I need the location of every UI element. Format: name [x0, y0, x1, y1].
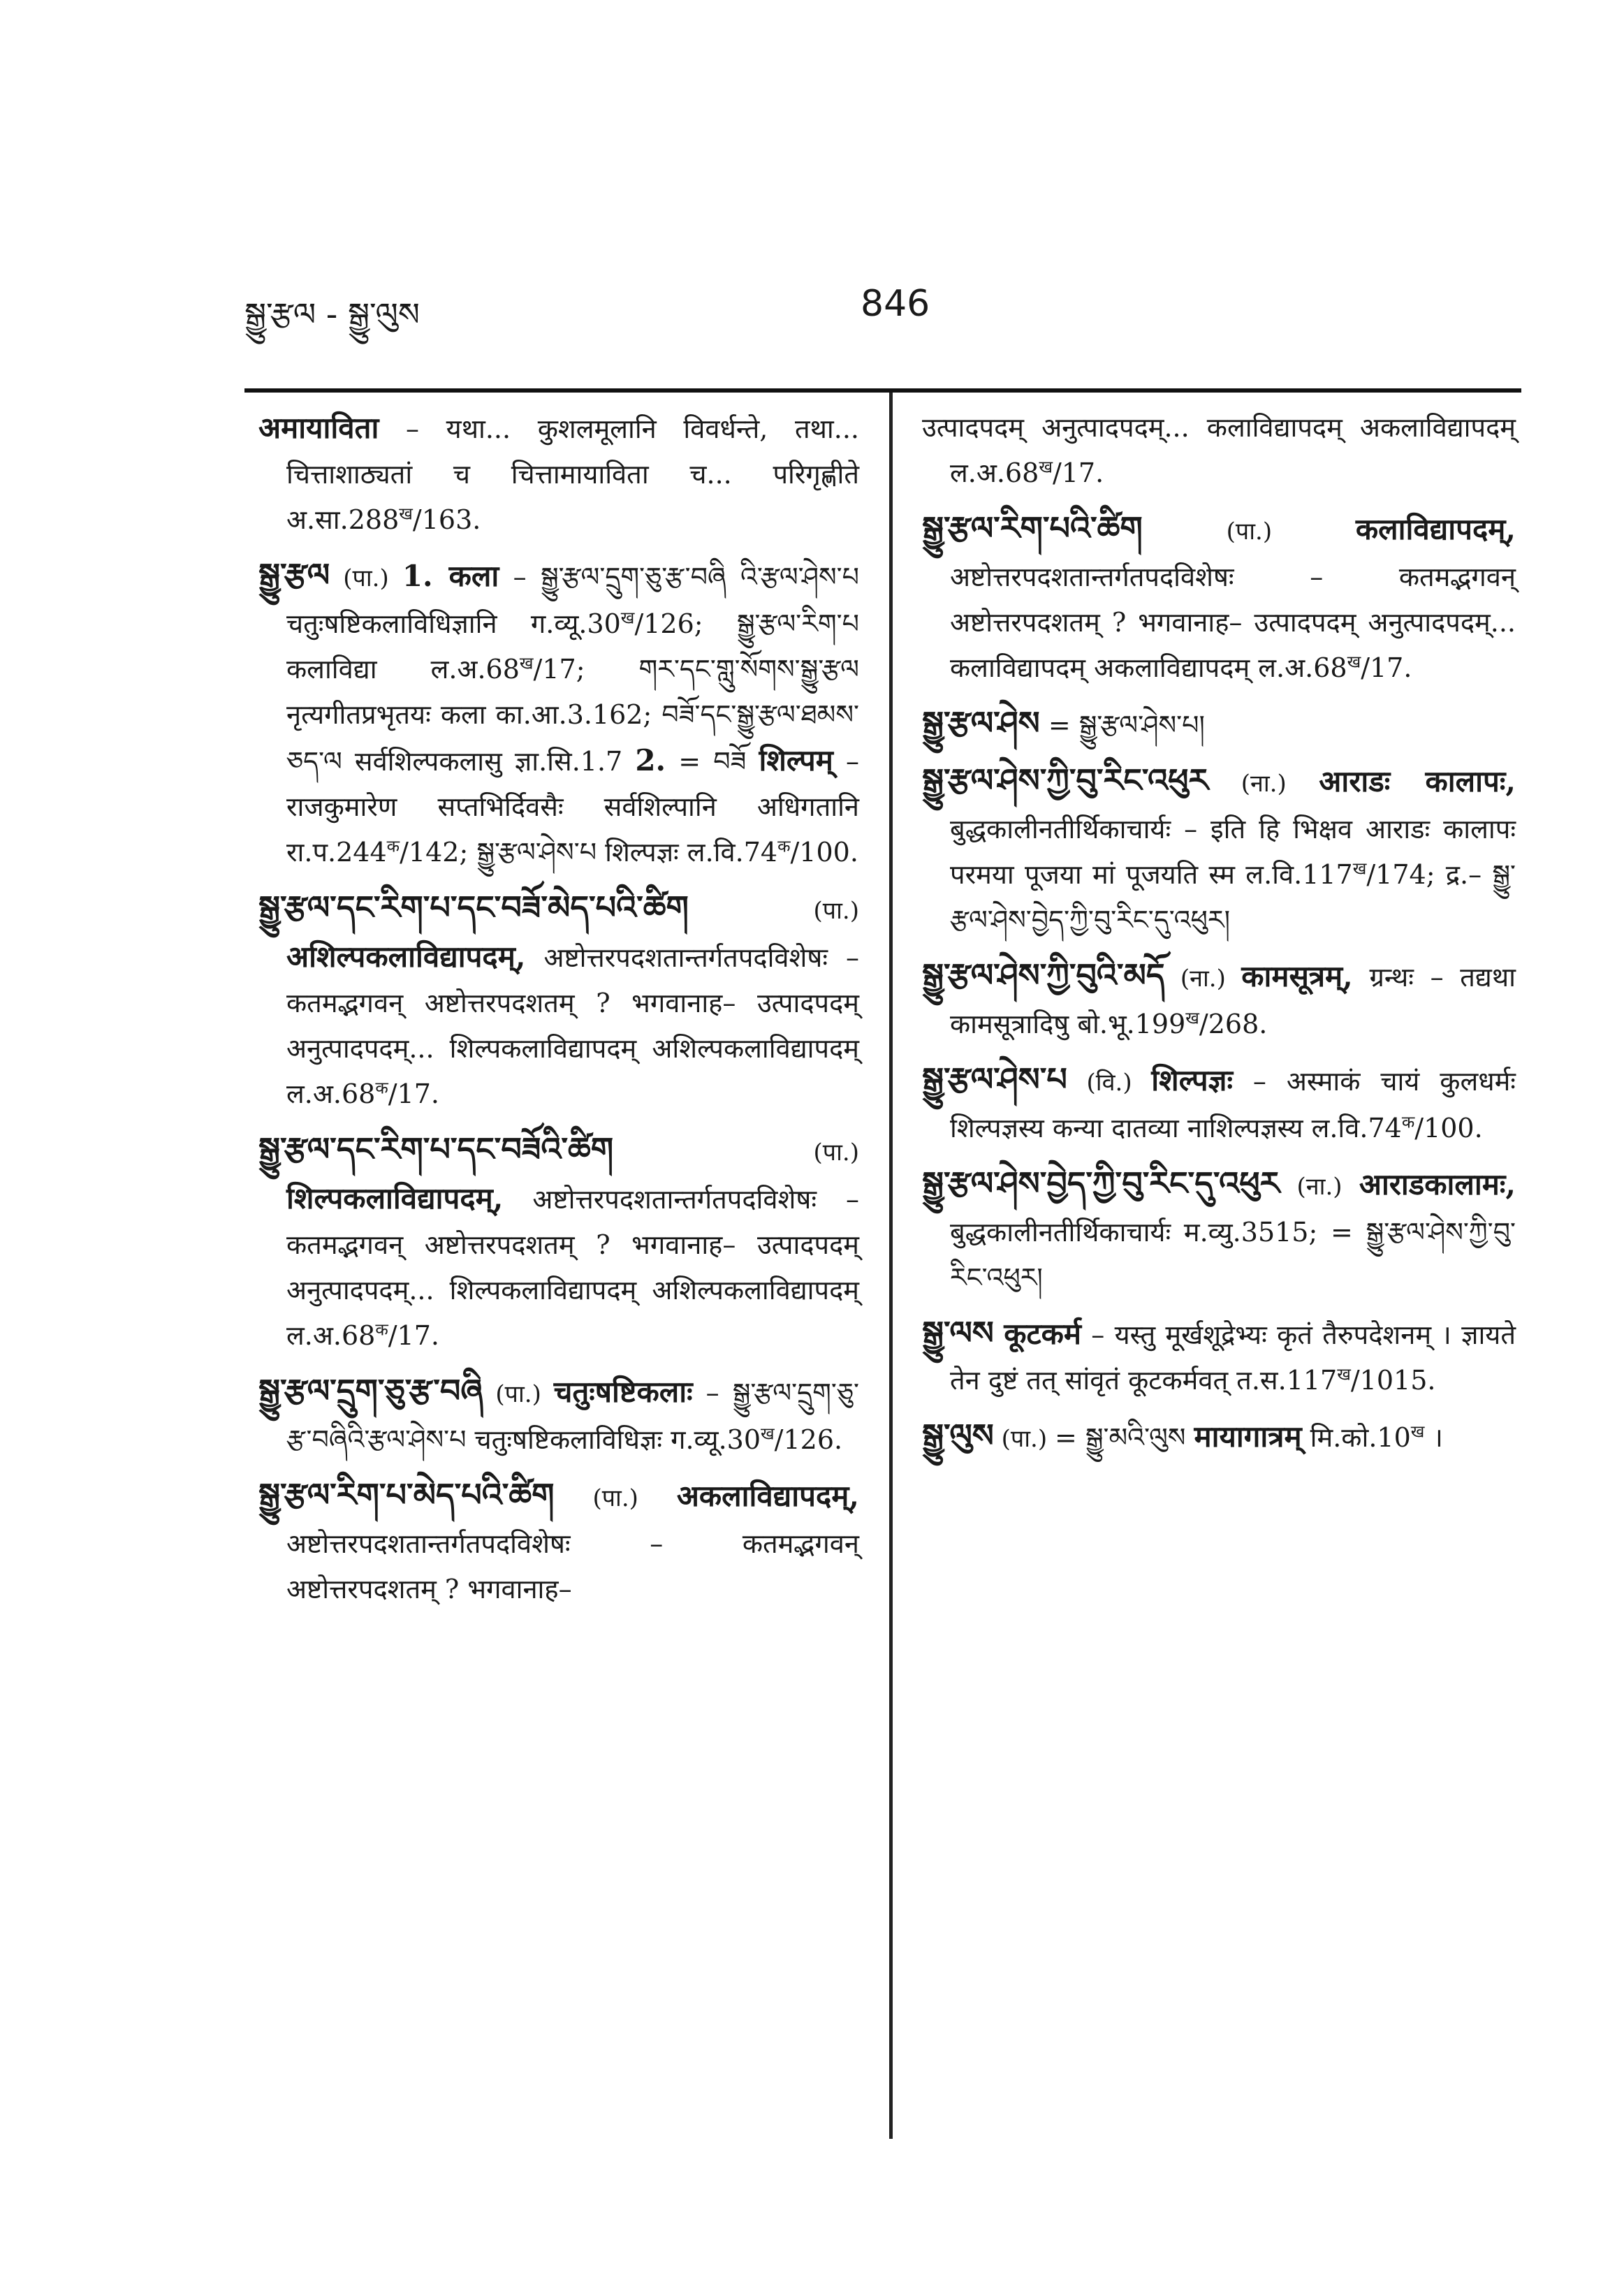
entry-text: 1. कला — [402, 559, 499, 593]
entry-text: ख — [1337, 1364, 1351, 1384]
entry-text: /1015. — [1350, 1365, 1436, 1396]
entry-text: अष्टोत्तरपदशतान्तर्गतपदविशेषः – कतमद्भगवन् अष्टोत्तरपदशतम् ? भगवानाह– — [286, 1528, 859, 1604]
dictionary-entry — [258, 553, 859, 875]
entry-text: अष्टोत्तरपदशतान्तर्गतपदविशेषः – कतमद्भगवन् अष्टोत्तरपदशतम् ? भगवानाह– उत्पादपदम् अनुत्पादपदम्... शिल्पकलाविद्यापदम् अशिल्पकलाविद्यापदम् ल.अ.68 — [286, 1184, 859, 1351]
entry-headword: སྒྱུ་རྩལ་རིག་པའི་ཚིག — [922, 509, 1143, 547]
entry-text: क — [375, 1078, 388, 1098]
entry-text: अमायाविता — [258, 411, 379, 445]
column-divider — [889, 393, 893, 2139]
dictionary-entry — [922, 405, 1516, 496]
entry-text: शिल्पज्ञः — [1151, 1063, 1233, 1097]
entry-headword: སྒྱུ་རྩལ་རིག་པ་མེད་པའི་ཚིག — [258, 1476, 555, 1514]
entry-text: क — [1401, 1112, 1415, 1132]
entry-text: । — [1424, 1422, 1443, 1453]
header-rule — [244, 388, 1521, 393]
dictionary-entry — [258, 1368, 859, 1463]
entry-text: ख — [1039, 457, 1053, 477]
entry-text: कामसूत्रम्, — [1241, 959, 1353, 993]
dictionary-entry — [922, 1161, 1516, 1301]
dictionary-entry — [922, 758, 1516, 943]
entry-text: ख — [519, 653, 534, 673]
entry-headword: སྒྱུ་རྩལ — [258, 556, 330, 594]
entry-text: /100. — [790, 837, 858, 868]
dictionary-entry — [922, 1310, 1516, 1403]
entry-text: – སྒྱུ་རྩལ་དྲུག་ཅུ་རྩ་བཞི འི་རྩལ་ཤེས་པ चतुःषष्टिकलाविधिज्ञानि ग.व्यू.30 — [286, 562, 859, 639]
right-column — [922, 405, 1516, 1472]
entry-text: बुद्धकालीनतीर्थिकाचार्यः म.व्यु.3515; = སྒྱུ་རྩལ་ཤེས་ཀྱི་བུ་རིང་འཕུར། — [950, 1217, 1516, 1293]
entry-text: /126. — [774, 1424, 843, 1455]
entry-text: (पा.) — [330, 564, 402, 592]
dictionary-entry — [922, 1057, 1516, 1151]
entry-text: 2. — [635, 743, 666, 777]
entry-text: आराडकालामः, — [1359, 1167, 1516, 1201]
entry-headword: སྒྱུ་རྩལ་ཤེས་ཀྱི་བུའི་མདོ — [922, 956, 1165, 994]
entry-text: /100. — [1414, 1113, 1483, 1143]
entry-text: – अस्माकं चायं कुलधर्मः शिल्पज्ञस्य कन्या दातव्या नाशिल्पज्ञस्य ल.वि.74 — [950, 1066, 1516, 1143]
entry-text: अकलाविद्यापदम्, — [676, 1479, 859, 1513]
entry-text — [994, 1319, 1004, 1350]
entry-text: = སྒྱུ་མའི་ལུས — [1054, 1422, 1194, 1453]
entry-text: कूटकर्म — [1004, 1317, 1081, 1351]
entry-text: क — [375, 1319, 388, 1340]
entry-text: /17. — [388, 1320, 439, 1351]
entry-text: ख — [1347, 652, 1361, 672]
entry-text: शिल्पम् — [759, 743, 833, 777]
entry-text: ख — [1185, 1008, 1199, 1028]
entry-text: कलाविद्यापदम्, — [1355, 512, 1516, 546]
entry-text: (पा.) — [554, 1484, 677, 1512]
running-header: སྒྱུ་རྩལ - སྒྱུ་ལུས — [244, 295, 420, 333]
entry-text: (पा.) — [1142, 518, 1356, 546]
entry-text: (पा.) — [613, 1139, 859, 1167]
dictionary-entry — [922, 506, 1516, 691]
dictionary-entry — [922, 1413, 1516, 1462]
entry-text: – यस्तु मूर्खशूद्रेभ्यः कृतं तैरुपदेशनम् । ज्ञायते तेन दुष्टं तत् सांवृतं कूटकर्मवत् त.स.117 — [950, 1319, 1516, 1396]
entry-text: क — [386, 836, 400, 856]
entry-text: उत्पादपदम् अनुत्पादपदम्... कलाविद्यापदम् अकलाविद्यापदम् ल.अ.68 — [922, 412, 1516, 488]
dictionary-entry — [258, 1472, 859, 1612]
dictionary-entry — [258, 885, 859, 1117]
page-number: 846 — [861, 283, 930, 325]
entry-text: मि.को.10 — [1301, 1422, 1411, 1453]
entry-headword: སྒྱུ་རྩལ་ཤེས་པ — [922, 1060, 1067, 1098]
entry-text: /163. — [412, 504, 481, 535]
entry-text: – यथा... कुशलमूलानि विवर्धन्ते, तथा... चित्ताशाठ्यतां च चित्तामायाविता च... परिगृह्णीते अ.सा.288 — [286, 414, 859, 535]
entry-text: मायागात्रम् — [1194, 1419, 1302, 1454]
entry-headword: སྒྱུ་ལུས — [922, 1417, 994, 1454]
entry-headword: སྒྱུ་རྩལ་ཤེས་བྱེད་ཀྱི་བུ་རིང་དུ་འཕུར — [922, 1164, 1280, 1202]
entry-text: /17; གར་དང་གླུ་སོགས་སྒྱུ་རྩལ नृत्यगीतप्रभृतयः कला का.आ.3.162; བཟོ་དང་སྒྱུ་རྩལ་ཐམས་ཅད་ལ सर्वशिल्पकलासु ज्ञा.सि.1.7 — [286, 654, 859, 777]
entry-headword: སྒྱུ་རྩལ་དྲུག་ཅུ་རྩ་བཞི — [258, 1372, 483, 1410]
entry-text: /268. — [1199, 1009, 1268, 1039]
entry-headword: སྒྱུ་རྩལ་དང་རིག་པ་དང་བཟོ་མེད་པའི་ཚིག — [258, 889, 689, 926]
entry-text: अशिल्पकलाविद्यापदम्, — [286, 939, 526, 974]
entry-text: /142; སྒྱུ་རྩལ་ཤེས་པ शिल्पज्ञः ल.वि.74 — [400, 837, 778, 868]
entry-text: = བཟོ — [666, 746, 759, 777]
entry-text: (ना.) — [1280, 1173, 1359, 1201]
entry-text: = སྒྱུ་རྩལ་ཤེས་པ། — [1039, 710, 1205, 740]
entry-text: ख — [399, 504, 413, 524]
entry-text: /126; སྒྱུ་རྩལ་རིག་པ कलाविद्या ल.अ.68 — [286, 608, 859, 685]
entry-text: (पा.) — [993, 1425, 1055, 1453]
dictionary-entry — [258, 405, 859, 543]
dictionary-entry — [922, 953, 1516, 1047]
entry-text: शिल्पकलाविद्यापदम्, — [286, 1181, 504, 1215]
entry-text: (पा.) — [688, 897, 859, 925]
entry-text: ख — [761, 1424, 775, 1444]
entry-text: (ना.) — [1208, 770, 1319, 798]
dictionary-entry — [922, 701, 1516, 748]
entry-text: ग्रन्थः – तद्यथा कामसूत्रादिषु बो.भू.199 — [950, 962, 1516, 1039]
left-column — [258, 405, 859, 1622]
entry-text: /17. — [1052, 458, 1104, 488]
entry-text: – སྒྱུ་རྩལ་དྲུག་ཅུ་རྩ་བཞིའི་རྩལ་ཤེས་པ चतुःषष्टिकलाविधिज्ञः ग.व्यू.30 — [286, 1377, 859, 1455]
entry-text: (ना.) — [1164, 965, 1242, 993]
entry-text: बुद्धकालीनतीर्थिकाचार्यः – इति हि भिक्षव आराडः कालापः परमया पूजया मां पूजयति स्म ल.वि.117 — [950, 814, 1516, 890]
entry-text: अष्टोत्तरपदशतान्तर्गतपदविशेषः – कतमद्भगवन् अष्टोत्तरपदशतम् ? भगवानाह– उत्पादपदम् अनुत्पादपदम्... शिल्पकलाविद्यापदम् अशिल्पकलाविद्यापदम् ल.अ.68 — [286, 942, 859, 1109]
entry-text: ख — [1410, 1421, 1425, 1442]
entry-text: (पा.) — [483, 1380, 554, 1408]
entry-text: आराडः कालापः, — [1319, 764, 1516, 798]
entry-headword: སྒྱུ་རྩལ་ཤེས — [922, 704, 1040, 742]
entry-headword: སྒྱུ་ལས — [922, 1314, 994, 1352]
entry-text: अष्टोत्तरपदशतान्तर्गतपदविशेषः – कतमद्भगवन् अष्टोत्तरपदशतम् ? भगवानाह– उत्पादपदम् अनुत्पादपदम्... कलाविद्यापदम् अकलाविद्यापदम् ल.अ.68 — [950, 562, 1516, 683]
entry-text: ख — [620, 608, 635, 628]
entry-headword: སྒྱུ་རྩལ་དང་རིག་པ་དང་བཟོའི་ཚིག — [258, 1130, 614, 1168]
entry-text: /174; द्र.– སྒྱུ་རྩལ་ཤེས་བྱེད་ཀྱི་བུ་རིང་དུ་འཕུར། — [950, 859, 1516, 935]
entry-text: क — [777, 836, 791, 856]
entry-headword: སྒྱུ་རྩལ་ཤེས་ཀྱི་བུ་རིང་འཕུར — [922, 761, 1209, 799]
entry-text: /17. — [388, 1078, 439, 1109]
entry-text: /17. — [1361, 652, 1412, 683]
entry-text: ख — [1352, 858, 1367, 879]
entry-text: – राजकुमारेण सप्तभिर्दिवसैः सर्वशिल्पानि अधिगतानि रा.प.244 — [286, 746, 859, 868]
entry-text: चतुःषष्टिकलाः — [553, 1375, 693, 1409]
dictionary-entry — [258, 1127, 859, 1359]
entry-text: (वि.) — [1067, 1069, 1152, 1097]
